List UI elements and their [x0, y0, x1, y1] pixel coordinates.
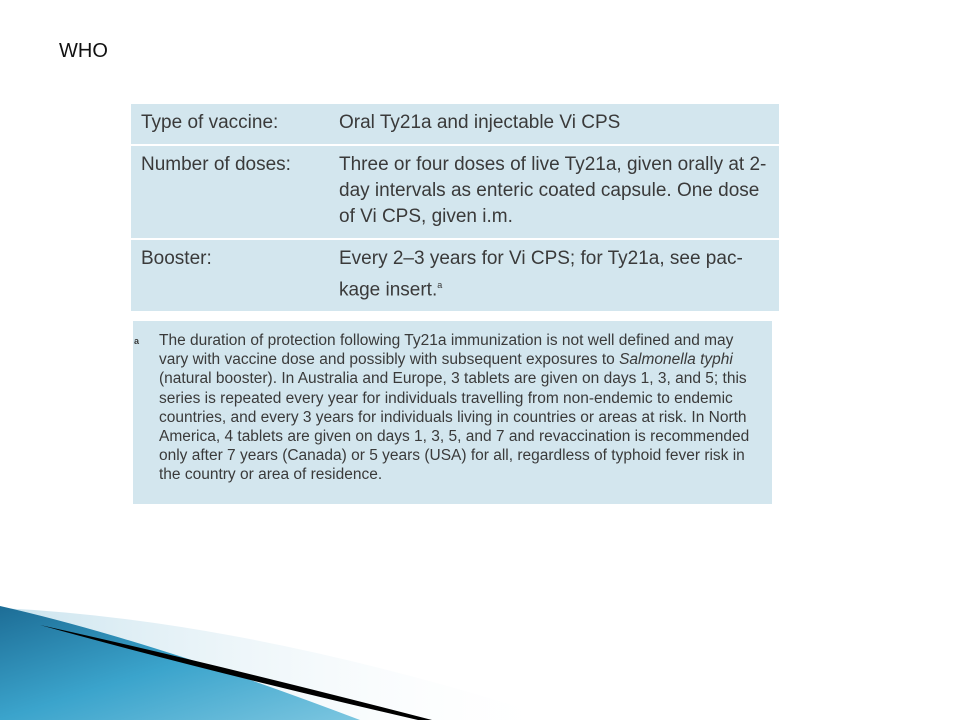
footnote-reference: a [437, 280, 443, 290]
row-value: Oral Ty21a and injectable Vi CPS [329, 104, 779, 145]
row-label: Type of vaccine: [131, 104, 329, 145]
footnote-italic-organism: Salmonella typhi [619, 351, 733, 369]
row-value: Three or four doses of live Ty21a, given orally at 2-day intervals as enteric coated capsule. One dose of Vi CPS, given i.m. [329, 145, 779, 239]
footnote-text-start: The duration of protection following Ty21a immunization is not well defined and may vary with vaccine dose and possibly with subsequent exposures to [159, 332, 734, 369]
slide-title: WHO [59, 40, 108, 62]
footnote-marker: a [134, 336, 140, 346]
footnote-text-end: (natural booster). In Australia and Europe, 3 tablets are given on days 1, 3, and 5; this series is repeated every year for individuals travelling from non-endemic to endemic countries, and every 3 years for individuals living in countries or areas at risk. In North America, 4 tablets are given on days 1, 3, 5, and 7 and revaccination is recommended only after 7 years (Canada) or 5 years (USA) for all, regardless of typhoid fever risk in the country or area of residence. [159, 370, 750, 484]
booster-text: Every 2–3 years for Vi CPS; for Ty21a, see pac-kage insert. [339, 248, 743, 301]
row-label: Booster: [141, 248, 212, 269]
row-label: Number of doses: [131, 145, 329, 239]
